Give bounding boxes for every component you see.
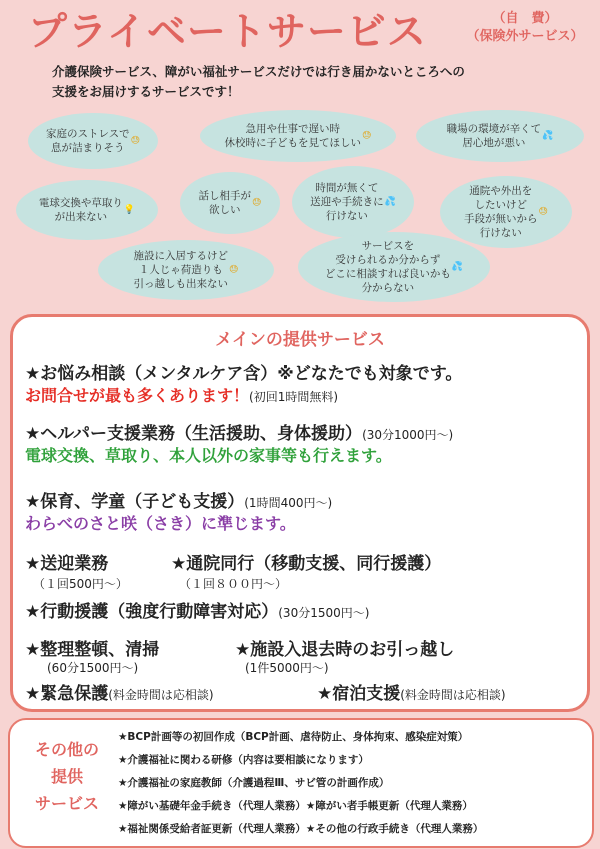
transport-price: （１回500円～） (33, 577, 128, 591)
service-counseling: ★お悩み相談（メンタルケア含）※どなたでも対象です。 (25, 364, 463, 384)
behavior-support-price: (30分1500円～) (278, 606, 370, 620)
intro-text (52, 62, 572, 102)
bubble-transport: 通院や外出を したいけど 手段が無いから 行けない 😓 (440, 176, 572, 248)
counseling-price: (初回1時間無料) (249, 390, 339, 404)
sweat-face-icon: 😓 (538, 207, 548, 217)
overnight-price: (料金時間は応相談) (400, 688, 506, 702)
service-emergency: ★緊急保護 (25, 684, 109, 704)
self-pay-line-1: （自 費） (492, 11, 558, 26)
service-overnight: ★宿泊支援 (317, 684, 401, 704)
helper-note: 電球交換、草取り、本人以外の家事等も行えます。 (25, 446, 392, 465)
intro-line-2: 支援をお届けするサービスです！ (52, 84, 240, 99)
hospital-escort-price: （１回８００円～） (179, 577, 288, 591)
service-transport: ★送迎業務 (25, 554, 109, 574)
other-services-panel (8, 718, 594, 848)
service-behavior-support: ★行動援護（強度行動障害対応） (25, 602, 279, 622)
counseling-note: お問合せが最も多くあります！ (25, 386, 250, 405)
bubble-consultation: サービスを 受けられるか分からず どこに相談すれば良いかも 分からない 💦 (298, 232, 490, 302)
emergency-price: (料金時間は応相談) (108, 688, 214, 702)
self-pay-line-2: （保険外サービス） (466, 29, 584, 44)
bubble-talk-partner: 話し相手が 欲しい 😓 (180, 172, 280, 234)
bubble-family-stress: 家庭のストレスで 息が詰まりそう 😓 (28, 113, 158, 169)
page-title: プライベートサービス (28, 10, 427, 55)
sweat-face-icon: 😓 (130, 136, 141, 146)
main-services-panel (10, 314, 590, 712)
sweat-face-icon: 😓 (229, 265, 239, 275)
intro-line-1: 介護保険サービス、障がい福祉サービスだけでは行き届かないところへの (52, 64, 465, 79)
other-heading-line-1: その他の (34, 740, 99, 759)
other-services-list (118, 726, 588, 841)
childcare-price: (1時間400円～) (244, 496, 333, 510)
other-heading-line-2: 提供 (50, 767, 83, 786)
list-item: ★介護福祉の家庭教師（介護過程Ⅲ、サビ管の計画作成） (118, 777, 390, 789)
sweat-face-icon: 😓 (252, 198, 262, 208)
childcare-note: わらべのさと咲（さき）に準じます。 (25, 514, 296, 533)
service-childcare: ★保育、学童（子ども支援） (25, 492, 245, 512)
bubble-workplace: 職場の環境が辛くて 居心地が悪い 💦 (416, 110, 584, 162)
list-item: ★障がい基礎年金手続き（代理人業務）★障がい者手帳更新（代理人業務） (118, 800, 473, 812)
moving-price: (1件5000円～) (245, 661, 329, 675)
bubble-moving: 施設に入居するけど １人じゃ荷造りも 引っ越しも出来ない 😓 (98, 240, 274, 300)
main-services-heading: メインの提供サービス (215, 330, 385, 350)
list-item: ★介護福祉に関わる研修（内容は要相談になります） (118, 754, 369, 766)
service-helper: ★ヘルパー支援業務（生活援助、身体援助） (25, 424, 363, 444)
service-cleaning: ★整理整頓、清掃 (25, 640, 160, 660)
cleaning-price: (60分1500円～) (47, 661, 139, 675)
other-heading-line-3: サービス (34, 794, 99, 813)
service-moving: ★施設入退去時のお引っ越し (235, 640, 455, 660)
list-item: ★福祉関係受給者証更新（代理人業務）★その他の行政手続き（代理人業務） (118, 823, 484, 835)
helper-price: (30分1000円～) (362, 428, 454, 442)
sweat-drops-icon: 💦 (542, 131, 554, 141)
light-bulb-icon: 💡 (123, 205, 136, 215)
sweat-drops-icon: 💦 (384, 197, 396, 207)
other-services-heading (22, 736, 112, 817)
list-item: ★BCP計画等の初回作成（BCP計画、虐待防止、身体拘束、感染症対策） (118, 731, 469, 743)
bubble-chores: 電球交換や草取り が出来ない 💡 (16, 180, 158, 240)
sweat-drops-icon: 💦 (451, 262, 464, 272)
sweat-face-icon: 😓 (362, 131, 372, 141)
self-pay-label (460, 10, 590, 46)
bubble-no-time: 時間が無くて 送迎や手続きに 行けない 💦 (292, 166, 414, 238)
service-hospital-escort: ★通院同行（移動支援、同行援護） (171, 554, 442, 574)
bubble-childcare: 急用や仕事で遅い時 休校時に子どもを見てほしい 😓 (200, 110, 396, 162)
